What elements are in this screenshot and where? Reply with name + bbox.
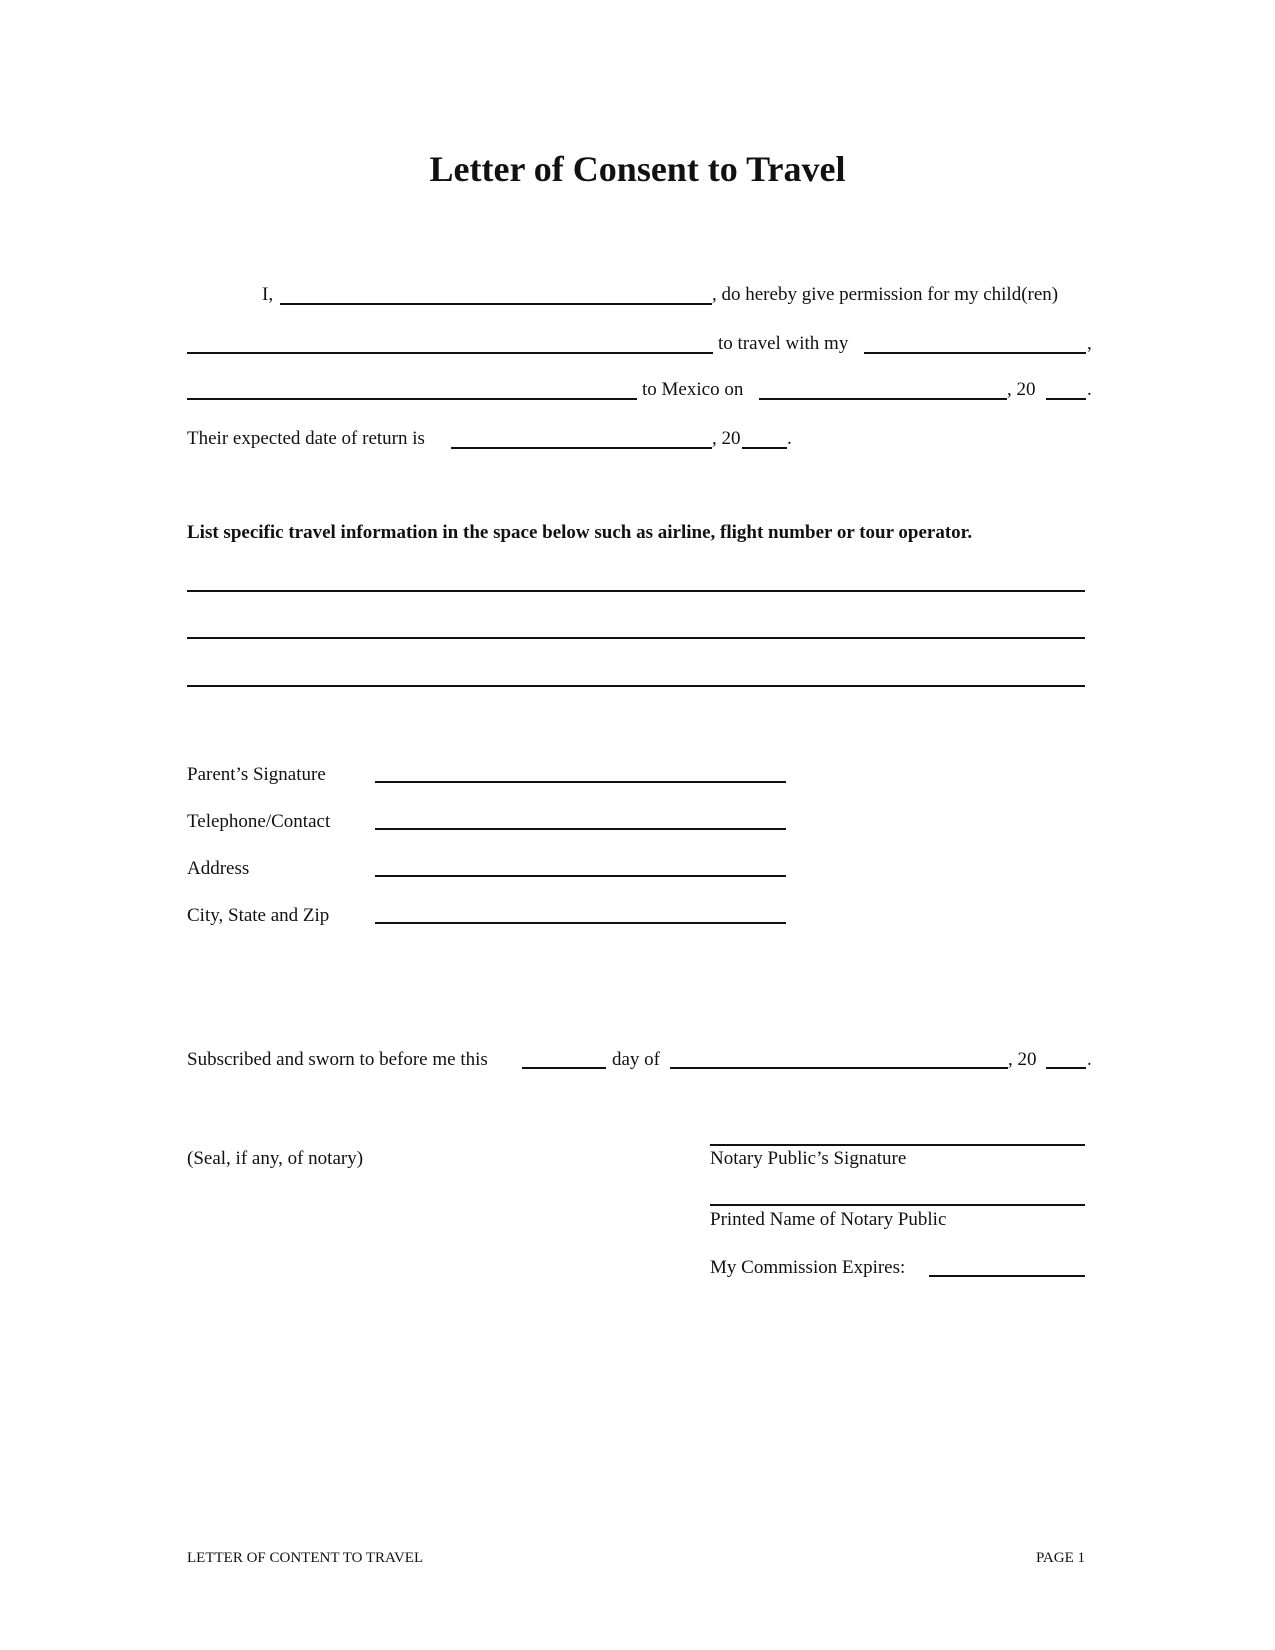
companion-name-field[interactable] [187,398,637,400]
sworn-month-field[interactable] [670,1067,1008,1069]
notary-signature-field[interactable] [710,1144,1085,1146]
para-line3-period: . [1087,379,1092,400]
return-year-field[interactable] [742,447,787,449]
travel-info-line[interactable] [187,685,1085,687]
notary-printed-name-field[interactable] [710,1204,1085,1206]
telephone-contact-field[interactable] [375,828,786,830]
address-label: Address [187,858,250,879]
parent-signature-field[interactable] [375,781,786,783]
para-line2-middle: to travel with my [718,333,849,354]
sworn-day-of: day of [612,1049,661,1070]
sworn-year-field[interactable] [1046,1067,1086,1069]
return-date-field[interactable] [451,447,712,449]
children-names-field[interactable] [187,352,713,354]
para-line4-year: , 20 [712,428,741,449]
city-state-zip-field[interactable] [375,922,786,924]
notary-signature-label: Notary Public’s Signature [710,1148,907,1169]
para-line2-comma: , [1087,333,1092,354]
page-title: Letter of Consent to Travel [429,149,846,189]
para-line3-year: , 20 [1007,379,1036,400]
city-state-zip-label: City, State and Zip [187,905,330,926]
footer-page-number: PAGE 1 [1035,1550,1085,1566]
sworn-year: , 20 [1008,1049,1037,1070]
travel-info-line[interactable] [187,590,1085,592]
departure-date-field[interactable] [759,398,1007,400]
companion-relation-field[interactable] [864,352,1086,354]
para-line1-prefix: I, [262,284,274,305]
travel-info-instruction: List specific travel information in the space below such as airline, flight number or tour operator. [187,522,973,543]
para-line4-prefix: Their expected date of return is [187,428,425,449]
notary-printed-name-label: Printed Name of Notary Public [710,1209,947,1230]
para-line3-middle: to Mexico on [642,379,744,400]
parent-name-field[interactable] [280,303,712,305]
sworn-period: . [1087,1049,1092,1070]
parent-signature-label: Parent’s Signature [187,764,326,785]
seal-label: (Seal, if any, of notary) [187,1148,364,1169]
footer-left: LETTER OF CONTENT TO TRAVEL [187,1550,424,1566]
telephone-contact-label: Telephone/Contact [187,811,331,832]
address-field[interactable] [375,875,786,877]
commission-expires-field[interactable] [929,1275,1085,1277]
para-line4-period: . [787,428,792,449]
commission-expires-label: My Commission Expires: [710,1257,906,1278]
departure-year-field[interactable] [1046,398,1086,400]
sworn-day-field[interactable] [522,1067,606,1069]
sworn-prefix: Subscribed and sworn to before me this [187,1049,488,1070]
travel-info-line[interactable] [187,637,1085,639]
para-line1-suffix: , do hereby give permission for my child(ren) [712,284,1059,305]
